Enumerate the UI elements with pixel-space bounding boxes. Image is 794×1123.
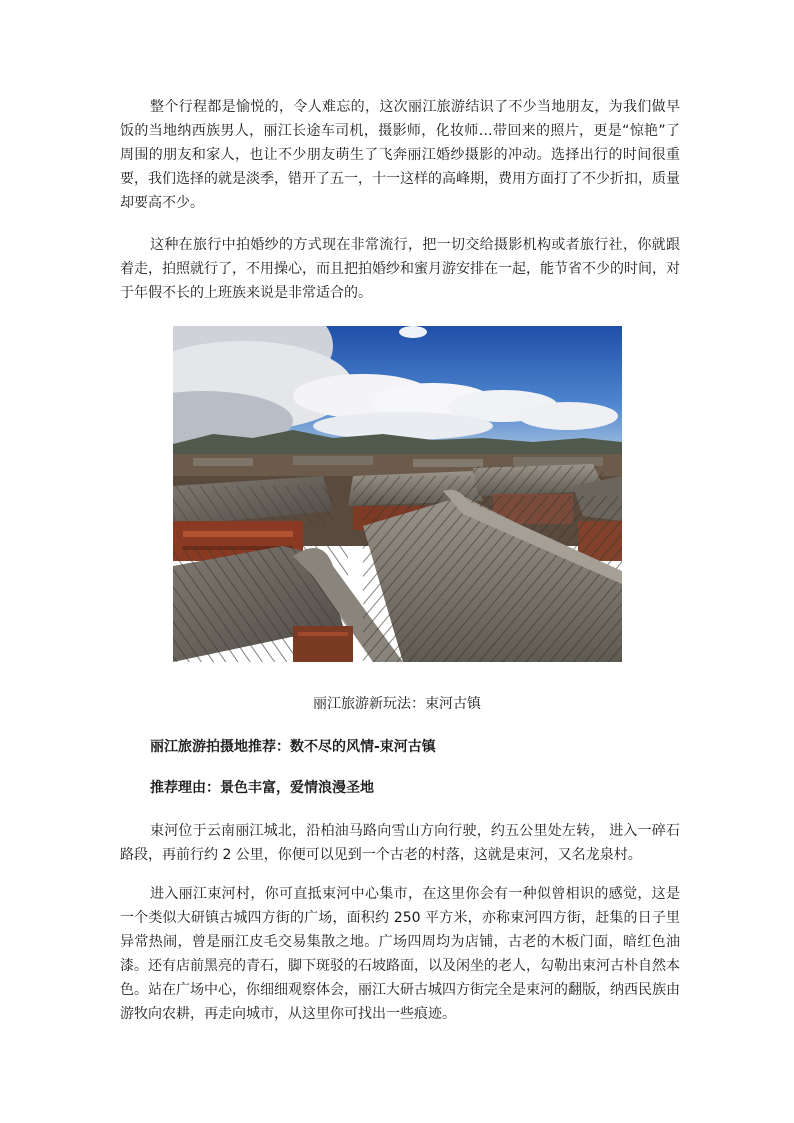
paragraph-trip: 整个行程都是愉悦的，令人难忘的，这次丽江旅游结识了不少当地朋友，为我们做早饭的当地纳西族男人，丽江长途车司机，摄影师，化妆师…带回来的照片，更是“惊艳”了周围的朋友和家人，也让不少朋友萌生了飞奔丽江婚纱摄影的冲动。选择出行的时间很重要，我们选择的就是淡季，错开了五一，十一这样的高峰期，费用方面打了不少折扣，质量却要高不少。	[120, 99, 680, 211]
photo-ancient-town-rooftops	[173, 326, 622, 662]
paragraph-travel-wedding: 这种在旅行中拍婚纱的方式现在非常流行，把一切交给摄影机构或者旅行社，你就跟着走，拍照就行了，不用操心，而且把拍婚纱和蜜月游安排在一起，能节省不少的时间，对于年假不长的上班族来说是非常适合的。	[120, 237, 680, 301]
recommend-heading: 丽江旅游拍摄地推荐：数不尽的风情-束河古镇	[150, 739, 436, 755]
reason-heading: 推荐理由：景色丰富，爱情浪漫圣地	[150, 780, 374, 796]
paragraph-shuhe-location: 束河位于云南丽江城北，沿柏油马路向雪山方向行驶，约五公里处左转， 进入一碎石路段，再前行约 2 公里，你便可以见到一个古老的村落，这就是束河，又名龙泉村。	[120, 823, 680, 863]
photo-caption: 丽江旅游新玩法：束河古镇	[313, 696, 481, 712]
paragraph-shuhe-square: 进入丽江束河村，你可直抵束河中心集市，在这里你会有一种似曾相识的感觉，这是一个类似大研镇古城四方街的广场，面积约 250 平方米，亦称束河四方街，赶集的日子里异常热闹，曾是丽江皮毛交易集散之地。广场四周均为店铺，古老的木板门面，暗红色油漆。还有店前黑亮的青石，脚下斑驳的石坡路面，以及闲坐的老人，勾勒出束河古朴自然本色。站在广场中心，你细细观察体会，丽江大研古城四方街完全是束河的翻版，纳西民族由游牧向农耕，再走向城市，从这里你可找出一些痕迹。	[120, 886, 680, 1022]
